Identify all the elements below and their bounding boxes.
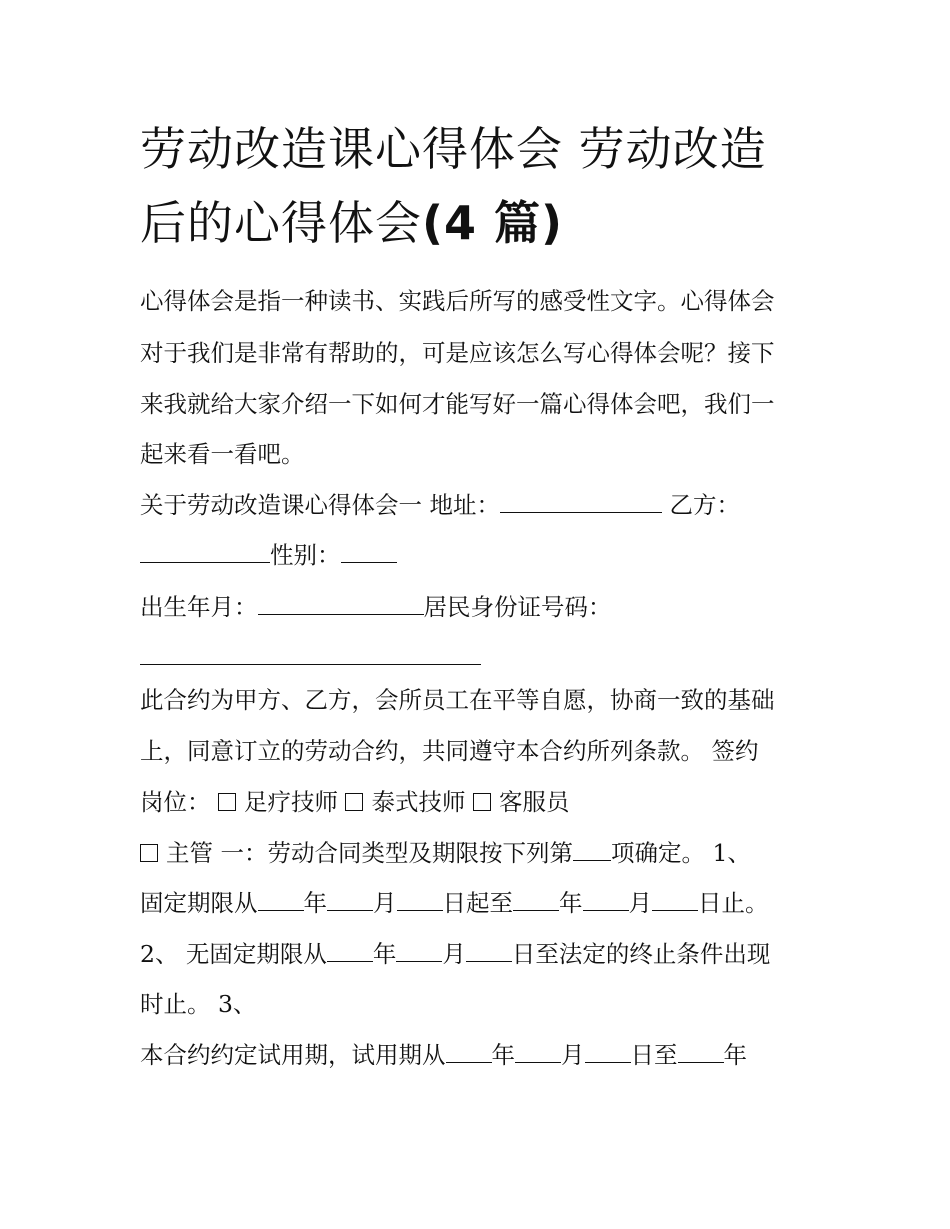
title-line-2-text: 后的心得体会 — [140, 196, 422, 250]
no-fixed-term-tail: 日至法定的终止条件出现 — [511, 940, 771, 968]
option-foot-tech: 足疗技师 — [243, 788, 338, 816]
checkbox-icon — [345, 793, 363, 811]
section-heading-line — [140, 489, 740, 521]
month-label: 月 — [442, 940, 466, 968]
month-label: 月 — [561, 1041, 585, 1069]
contract-line-1: 此合约为甲方、乙方，会所员工在平等自愿，协商一致的基础 — [140, 686, 775, 714]
address-blank — [500, 492, 662, 513]
gender-label: 性别： — [270, 541, 341, 569]
title-line-2 — [140, 186, 820, 260]
blank — [327, 890, 373, 911]
month-label: 月 — [628, 889, 652, 917]
intro-line-1: 心得体会是指一种读书、实践后所写的感受性文字。心得体会 — [140, 287, 775, 315]
title-line-1: 劳动改造课心得体会 劳动改造 — [140, 122, 767, 176]
title-count: (4 篇) — [422, 196, 564, 250]
party-b-label: 乙方： — [669, 491, 740, 519]
trial-period-line — [140, 1039, 747, 1071]
clause-1-text: 一：劳动合同类型及期限按下列第 — [220, 839, 573, 867]
year-label: 年 — [491, 1041, 515, 1069]
month-label: 月 — [373, 889, 397, 917]
blank — [513, 890, 559, 911]
gender-blank — [341, 542, 397, 563]
no-fixed-term-label: 2、 无固定期限从 — [140, 940, 327, 968]
party-b-blank — [140, 542, 270, 563]
clause-number-blank — [573, 840, 611, 861]
id-blank-line — [140, 641, 481, 673]
intro-line-2: 对于我们是非常有帮助的，可是应该怎么写心得体会呢？接下 — [140, 339, 775, 367]
id-blank — [140, 644, 481, 665]
clause-1-tail: 项确定。 1、 — [610, 839, 751, 867]
option-thai-tech: 泰式技师 — [371, 788, 466, 816]
address-label: 地址： — [429, 491, 500, 519]
clause-1-line — [140, 837, 751, 869]
year-label: 年 — [303, 889, 327, 917]
trial-period-label: 本合约约定试用期，试用期从 — [140, 1041, 446, 1069]
blank — [678, 1042, 724, 1063]
fixed-term-label: 固定期限从 — [140, 889, 258, 917]
blank — [652, 890, 698, 911]
blank — [515, 1042, 561, 1063]
blank — [466, 941, 512, 962]
fixed-term-line — [140, 887, 769, 919]
option-supervisor: 主管 — [166, 839, 213, 867]
day-end-label: 日止。 — [698, 889, 769, 917]
day-from-label: 日起至 — [442, 889, 513, 917]
birth-blank — [258, 594, 424, 615]
birth-label: 出生年月： — [140, 593, 258, 621]
year-label: 年 — [372, 940, 397, 968]
blank — [396, 941, 442, 962]
contract-line-2: 上，同意订立的劳动合约，共同遵守本合约所列条款。 签约 — [140, 737, 759, 765]
option-customer-service: 客服员 — [498, 788, 570, 816]
gender-line — [140, 539, 397, 571]
checkbox-icon — [218, 793, 236, 811]
no-fixed-term-line — [140, 938, 770, 970]
post-label: 岗位： — [140, 788, 211, 816]
end-line: 时止。 3、 — [140, 990, 257, 1018]
id-label: 居民身份证号码： — [423, 593, 612, 621]
blank — [258, 890, 304, 911]
blank — [446, 1042, 492, 1063]
blank — [327, 941, 373, 962]
intro-line-3: 来我就给大家介绍一下如何才能写好一篇心得体会吧，我们一 — [140, 390, 775, 418]
page-title — [140, 112, 820, 260]
section-heading: 关于劳动改造课心得体会一 — [140, 491, 422, 519]
intro-line-4: 起来看一看吧。 — [140, 440, 305, 468]
blank — [397, 890, 443, 911]
birth-line — [140, 591, 612, 623]
blank — [583, 890, 629, 911]
year-label: 年 — [723, 1041, 747, 1069]
checkbox-icon — [473, 793, 491, 811]
trial-day-label: 日至 — [630, 1041, 678, 1069]
post-options-line — [140, 786, 569, 818]
year-label: 年 — [559, 889, 583, 917]
blank — [585, 1042, 631, 1063]
checkbox-icon — [140, 844, 158, 862]
